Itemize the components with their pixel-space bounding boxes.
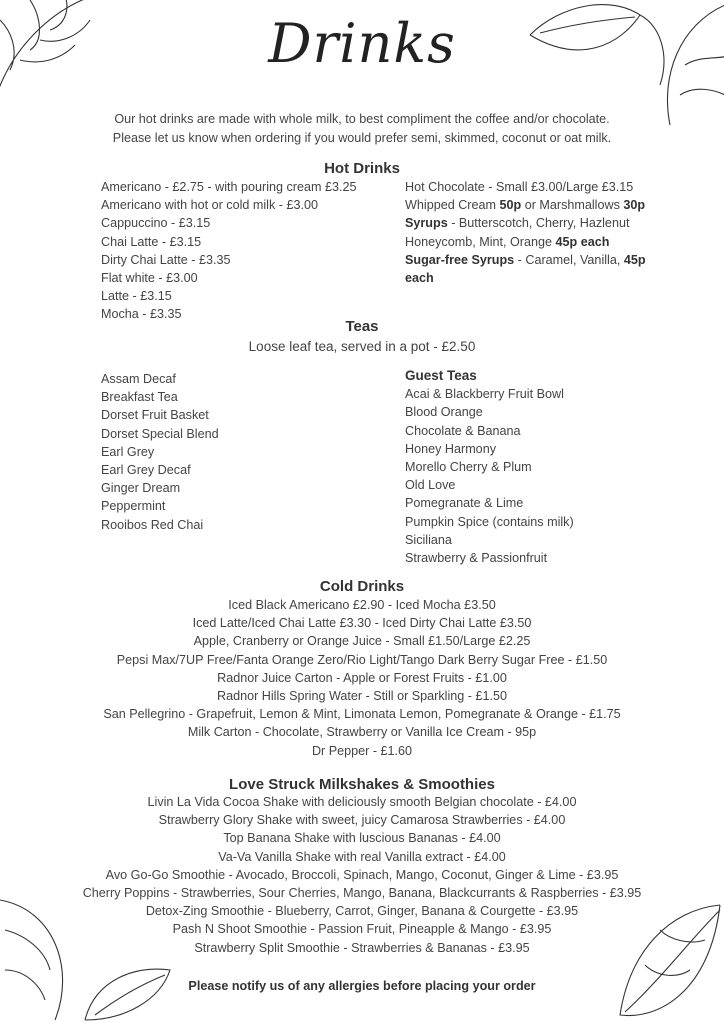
- tea-item: Pumpkin Spice (contains milk): [405, 514, 574, 529]
- tea-item: Assam Decaf: [101, 372, 176, 386]
- item-text: - Butterscotch, Cherry, Hazlenut: [447, 216, 630, 231]
- tea-item: Blood Orange: [405, 405, 483, 420]
- item-price: 45p each: [555, 234, 610, 249]
- shakes-heading: Love Struck Milkshakes & Smoothies: [229, 776, 495, 793]
- tea-item: Strawberry & Passionfruit: [405, 550, 548, 565]
- menu-item: [405, 214, 646, 232]
- item-price: 45p: [623, 252, 646, 267]
- hot-drinks-left-list: [101, 178, 357, 324]
- menu-item: Detox-Zing Smoothie - Blueberry, Carrot, Ginger, Banana & Courgette - £3.95: [145, 904, 579, 919]
- tea-item: Chocolate & Banana: [405, 423, 521, 438]
- tea-item: Siciliana: [405, 532, 452, 547]
- teas-heading: Teas: [345, 318, 379, 335]
- tea-item: Pomegranate & Lime: [405, 496, 524, 511]
- menu-item: Milk Carton - Chocolate, Strawberry or Vanilla Ice Cream - 95p: [187, 725, 537, 740]
- tea-item: Old Love: [405, 478, 456, 493]
- tea-item: Peppermint: [101, 499, 166, 514]
- guest-teas-heading: Guest Teas: [405, 368, 477, 383]
- shakes-list: [0, 793, 724, 957]
- tea-item: Acai & Blackberry Fruit Bowl: [405, 387, 564, 402]
- menu-item: Chai Latte - £3.15: [101, 234, 202, 249]
- menu-item: Strawberry Split Smoothie - Strawberries & Bananas - £3.95: [194, 940, 530, 955]
- hot-drinks-right-list: [405, 178, 646, 287]
- menu-item: Iced Latte/Iced Chai Latte £3.30 - Iced Dirty Chai Latte £3.50: [192, 616, 532, 631]
- menu-item: Cappuccino - £3.15: [101, 216, 211, 231]
- menu-item: Radnor Juice Carton - Apple or Forest Fruits - £1.00: [217, 670, 507, 685]
- menu-item: [405, 251, 646, 269]
- menu-item: Americano - £2.75 - with pouring cream £3.25: [101, 180, 357, 194]
- item-text: - Caramel, Vanilla,: [514, 252, 624, 267]
- menu-item: Pepsi Max/7UP Free/Fanta Orange Zero/Rio Light/Tango Dark Berry Sugar Free - £1.50: [116, 652, 608, 667]
- tea-item: Morello Cherry & Plum: [405, 459, 532, 474]
- cold-drinks-list: [0, 596, 724, 760]
- tea-item: Breakfast Tea: [101, 390, 178, 405]
- guest-teas-list: [405, 367, 574, 567]
- menu-item: Va-Va Vanilla Shake with real Vanilla extract - £4.00: [218, 849, 506, 864]
- menu-item: Livin La Vida Cocoa Shake with deliciously smooth Belgian chocolate - £4.00: [147, 795, 577, 809]
- tea-item: Rooibos Red Chai: [101, 517, 204, 532]
- menu-item: [405, 196, 646, 214]
- tea-item: Earl Grey: [101, 444, 155, 459]
- menu-item: Hot Chocolate - Small £3.00/Large £3.15: [405, 180, 634, 194]
- item-price: 50p: [499, 198, 522, 213]
- teas-list: [101, 370, 219, 534]
- tea-item: Ginger Dream: [101, 481, 181, 496]
- page-title: Drinks: [268, 12, 456, 75]
- menu-item: Strawberry Glory Shake with sweet, juicy Camarosa Strawberries - £4.00: [158, 813, 566, 828]
- menu-item: Apple, Cranberry or Orange Juice - Small £1.50/Large £2.25: [193, 634, 531, 649]
- item-text: Whipped Cream: [405, 198, 500, 213]
- item-price: each: [405, 270, 434, 285]
- intro-line: Our hot drinks are made with whole milk, to best compliment the coffee and/or chocolate.: [114, 112, 610, 126]
- menu-item: San Pellegrino - Grapefruit, Lemon & Mint, Limonata Lemon, Pomegranate & Orange - £1.75: [103, 707, 621, 722]
- item-text: Honeycomb, Mint, Orange: [405, 234, 556, 249]
- menu-item: [405, 269, 646, 287]
- menu-item: [405, 233, 646, 251]
- menu-item: Top Banana Shake with luscious Bananas - £4.00: [223, 831, 501, 846]
- menu-item: Avo Go-Go Smoothie - Avocado, Broccoli, Spinach, Mango, Coconut, Ginger & Lime - £3.95: [105, 867, 619, 882]
- hot-drinks-heading: Hot Drinks: [324, 160, 400, 177]
- menu-item: Latte - £3.15: [101, 289, 172, 304]
- menu-item: Pash N Shoot Smoothie - Passion Fruit, Pineapple & Mango - £3.95: [172, 922, 552, 937]
- intro-line: Please let us know when ordering if you would prefer semi, skimmed, coconut or oat milk.: [112, 131, 612, 145]
- tea-item: Earl Grey Decaf: [101, 462, 191, 477]
- item-text: or Marshmallows: [521, 198, 624, 213]
- cold-drinks-heading: Cold Drinks: [319, 578, 405, 595]
- item-label: Sugar-free Syrups: [405, 252, 515, 267]
- item-label: Syrups: [405, 216, 448, 231]
- menu-item: Dr Pepper - £1.60: [311, 743, 413, 758]
- menu-item: Mocha - £3.35: [101, 307, 182, 322]
- menu-item: Americano with hot or cold milk - £3.00: [101, 198, 318, 213]
- menu-item: Dirty Chai Latte - £3.35: [101, 252, 231, 267]
- tea-item: Honey Harmony: [405, 441, 496, 456]
- teas-subtitle: Loose leaf tea, served in a pot - £2.50: [248, 339, 476, 354]
- menu-item: Radnor Hills Spring Water - Still or Sparkling - £1.50: [216, 688, 507, 703]
- tea-item: Dorset Special Blend: [101, 426, 219, 441]
- allergy-notice: Please notify us of any allergies before placing your order: [188, 979, 536, 993]
- tea-item: Dorset Fruit Basket: [101, 408, 209, 423]
- item-price: 30p: [623, 198, 646, 213]
- menu-item: Iced Black Americano £2.90 - Iced Mocha £3.50: [228, 598, 496, 612]
- menu-item: Cherry Poppins - Strawberries, Sour Cherries, Mango, Banana, Blackcurrants & Raspberries - £3.95: [82, 885, 642, 900]
- menu-item: Flat white - £3.00: [101, 270, 198, 285]
